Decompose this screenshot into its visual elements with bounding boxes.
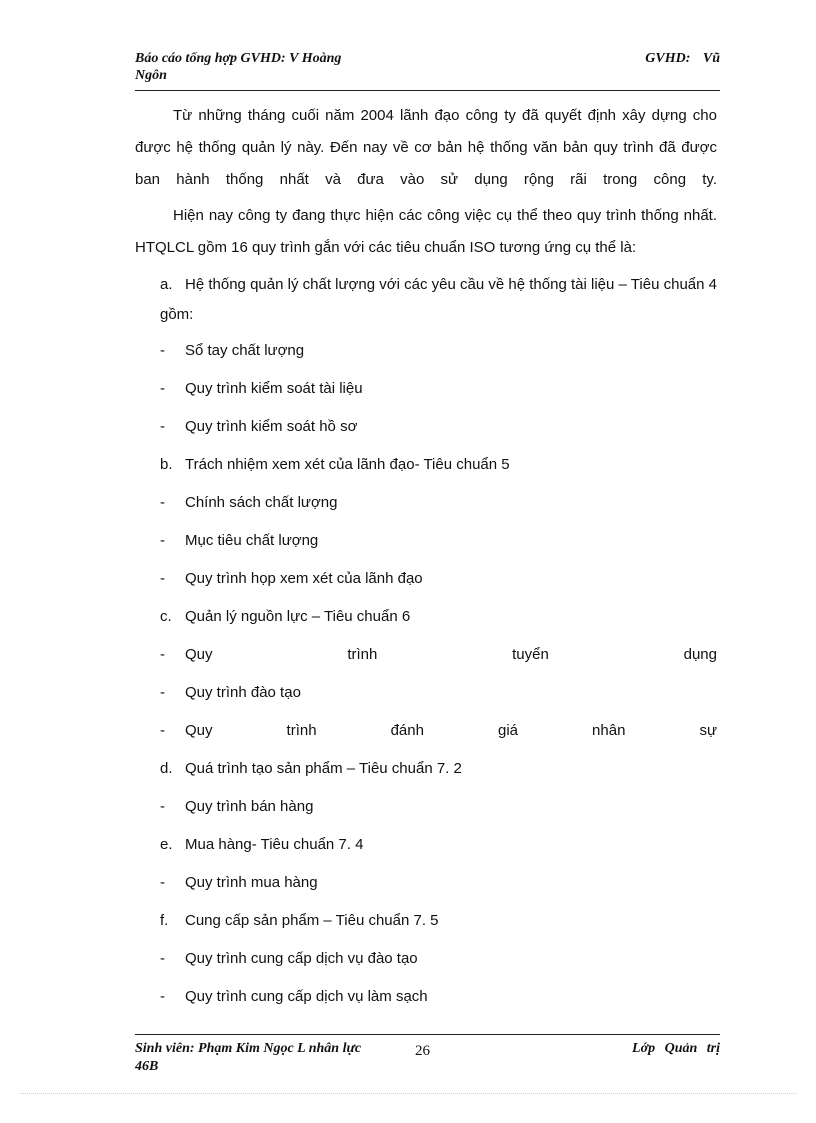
- footer-student-text: Sinh viên: Phạm Kim Ngọc L nhân lực 46B: [135, 1041, 362, 1074]
- list-marker: c.: [160, 608, 172, 625]
- list-text: Cung cấp sản phẩm – Tiêu chuẩn 7. 5: [185, 912, 439, 929]
- list-marker: e.: [160, 836, 173, 853]
- list-item: [135, 832, 717, 870]
- header-right-text: GVHD: Vũ: [645, 51, 720, 66]
- list-text: Quy trình đào tạo: [185, 684, 301, 701]
- list-text: Mục tiêu chất lượng: [185, 532, 319, 549]
- list-text: Quy trình kiểm soát hồ sơ: [185, 418, 358, 435]
- page-bottom-divider: [20, 1093, 796, 1094]
- list-item: [135, 870, 717, 908]
- list-text: Quy trình đánh giá nhân sự: [185, 722, 717, 739]
- list-marker: -: [160, 570, 165, 587]
- list-marker: b.: [160, 456, 173, 473]
- list-text: Quy trình kiểm soát tài liệu: [185, 380, 363, 397]
- list-item: [135, 680, 717, 718]
- page-footer: [135, 1034, 720, 1079]
- list-item: [135, 414, 717, 452]
- list-text: Quy trình họp xem xét của lãnh đạo: [185, 570, 423, 587]
- list-marker: -: [160, 646, 165, 663]
- list-text: Mua hàng- Tiêu chuẩn 7. 4: [185, 836, 364, 853]
- document-body: [135, 100, 717, 1022]
- list-marker: a.: [160, 276, 173, 293]
- page-number: 26: [415, 1043, 430, 1059]
- page-header: [135, 50, 720, 91]
- list-item: [135, 452, 717, 490]
- list-marker: -: [160, 722, 165, 739]
- list-item: [135, 718, 717, 756]
- list-marker: -: [160, 342, 165, 359]
- list-text: Quá trình tạo sản phẩm – Tiêu chuẩn 7. 2: [185, 760, 462, 777]
- paragraph-1: Từ những tháng cuối năm 2004 lãnh đạo công ty đã quyết định xây dựng cho được hệ thống quản lý này. Đến nay về cơ bản hệ thống văn bản quy trình đã được ban hành thống nhất và đưa vào sử dụng rộng rãi trong công ty.: [135, 107, 717, 188]
- list-item: [135, 756, 717, 794]
- paragraph-2: Hiện nay công ty đang thực hiện các công việc cụ thể theo quy trình thống nhất. HTQLCL gồm 16 quy trình gắn với các tiêu chuẩn ISO tương ứng cụ thể là:: [135, 207, 717, 256]
- list-text: Quy trình tuyển dụng: [185, 646, 717, 663]
- list-text: Hệ thống quản lý chất lượng với các yêu cầu về hệ thống tài liệu – Tiêu chuẩn 4 gồm:: [160, 276, 717, 323]
- list-marker: -: [160, 950, 165, 967]
- list-text: Quy trình cung cấp dịch vụ làm sạch: [185, 988, 428, 1005]
- list-item: [135, 338, 717, 376]
- list-marker: -: [160, 798, 165, 815]
- list-item: [135, 908, 717, 946]
- list-item: [135, 270, 717, 338]
- list-item: [135, 528, 717, 566]
- list-marker: -: [160, 684, 165, 701]
- list-text: Quản lý nguồn lực – Tiêu chuẩn 6: [185, 608, 411, 625]
- list-item: [135, 604, 717, 642]
- list-item: [135, 642, 717, 680]
- list-item: [135, 794, 717, 832]
- list-marker: f.: [160, 912, 169, 929]
- list-marker: -: [160, 494, 165, 511]
- list-text: Chính sách chất lượng: [185, 494, 338, 511]
- list-text: Quy trình bán hàng: [185, 798, 314, 815]
- list-marker: -: [160, 532, 165, 549]
- list-text: Sổ tay chất lượng: [185, 342, 305, 359]
- list-item: [135, 566, 717, 604]
- list-item: [135, 490, 717, 528]
- list-text: Quy trình mua hàng: [185, 874, 318, 891]
- list-marker: -: [160, 418, 165, 435]
- list-marker: -: [160, 874, 165, 891]
- list-text: Quy trình cung cấp dịch vụ đào tạo: [185, 950, 418, 967]
- list-marker: -: [160, 988, 165, 1005]
- list-item: [135, 946, 717, 984]
- header-left-text: Báo cáo tổng hợp GVHD: V Hoàng Ngôn: [135, 51, 342, 83]
- list-marker: d.: [160, 760, 173, 777]
- list-text: Trách nhiệm xem xét của lãnh đạo- Tiêu chuẩn 5: [185, 456, 510, 473]
- list-item: [135, 984, 717, 1022]
- footer-class-text: Lớp Quản trị: [632, 1041, 720, 1056]
- list-item: [135, 376, 717, 414]
- list-marker: -: [160, 380, 165, 397]
